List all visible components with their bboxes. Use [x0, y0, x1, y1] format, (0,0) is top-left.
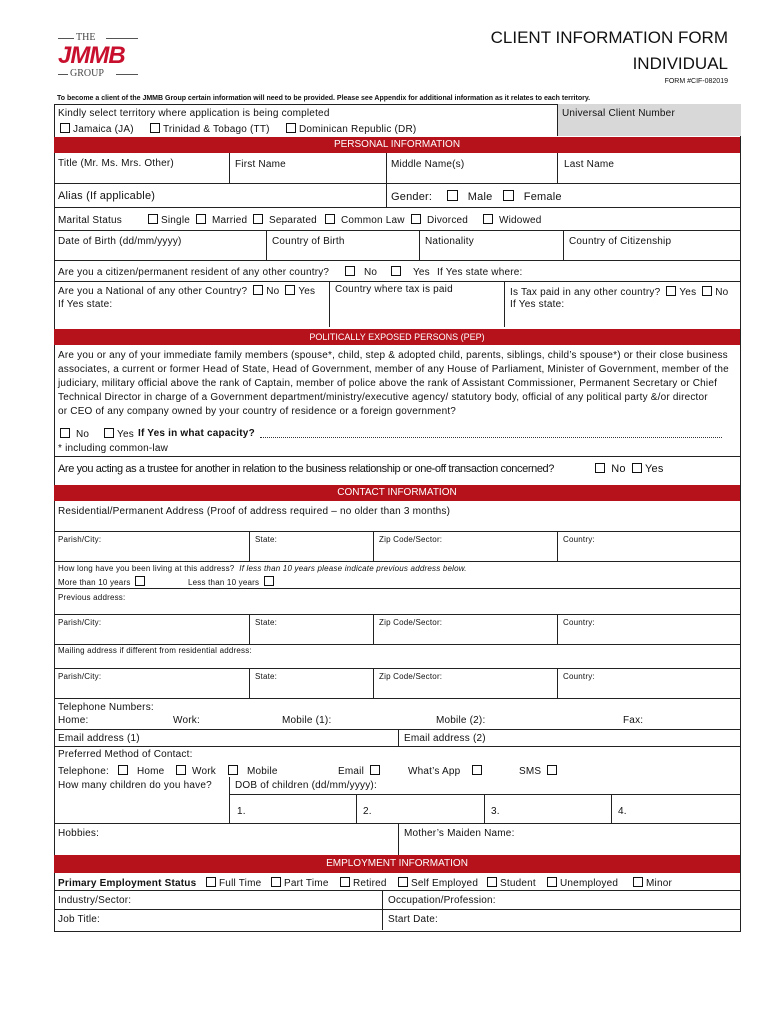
marital-widowed-label: Widowed: [498, 215, 542, 226]
residential-address-field[interactable]: Residential/Permanent Address (Proof of address required – no older than 3 months): [58, 506, 451, 517]
res-state[interactable]: State:: [255, 535, 278, 544]
form-title: CLIENT INFORMATION FORM: [490, 28, 728, 47]
national-no-label: No: [266, 286, 280, 297]
emp-full-time-label: Full Time: [219, 878, 262, 889]
gender-female-label: Female: [523, 191, 562, 203]
citizen-where[interactable]: If Yes state where:: [437, 267, 523, 278]
pep-line-3: judiciary, military official above the rank of Captain, member of police above the rank of Assistant Commissioner, Permanent Secretary or Chief: [58, 378, 718, 389]
pep-yes[interactable]: [104, 428, 134, 440]
prev-zip[interactable]: Zip Code/Sector:: [379, 618, 443, 627]
territory-dominican[interactable]: [286, 123, 416, 135]
occupation-field[interactable]: Occupation/Profession:: [388, 895, 496, 906]
pep-line-1: Are you or any of your immediate family members (spouse*, child, step & adopted child, parents, siblings, child’s spouse*) or their close business: [58, 350, 728, 361]
logo-rule-right: [106, 38, 138, 39]
citizen-question: Are you a citizen/permanent resident of any other country?: [58, 267, 330, 278]
pref-home-label: Home: [136, 766, 165, 777]
emp-retired-label: Retired: [353, 878, 387, 889]
checkbox-icon[interactable]: [60, 123, 70, 133]
gender-male-label: Male: [467, 191, 493, 203]
prev-state[interactable]: State:: [255, 618, 278, 627]
territory-trinidad-label: Trinidad & Tobago (TT): [163, 124, 270, 135]
checkbox-icon[interactable]: [472, 765, 482, 775]
tel-fax-field[interactable]: Fax:: [623, 715, 644, 726]
emp-part-time-label: Part Time: [284, 878, 329, 889]
industry-field[interactable]: Industry/Sector:: [58, 895, 132, 906]
mail-state[interactable]: State:: [255, 672, 278, 681]
national-question-label: Are you a National of any other Country?: [58, 286, 248, 297]
territory-dominican-label: Dominican Republic (DR): [299, 124, 417, 135]
pref-work-label: Work: [191, 766, 216, 777]
citizen-yes[interactable]: [391, 266, 430, 278]
gender-female[interactable]: [503, 190, 562, 203]
dob-children-label: DOB of children (dd/mm/yyyy):: [235, 780, 377, 791]
alias-field[interactable]: Alias (If applicable): [58, 190, 156, 202]
pep-capacity-label: If Yes in what capacity?: [138, 428, 255, 439]
marital-common-law-label: Common Law: [340, 215, 405, 226]
pref-home[interactable]: [118, 765, 164, 777]
logo-rule-left2: [58, 74, 68, 75]
section-employment: EMPLOYMENT INFORMATION: [54, 855, 740, 873]
emp-part-time[interactable]: [271, 877, 329, 889]
prev-country[interactable]: Country:: [563, 618, 595, 627]
checkbox-icon[interactable]: [60, 428, 70, 438]
pref-telephone-label: Telephone:: [58, 766, 109, 777]
checkbox-icon[interactable]: [370, 765, 380, 775]
how-long-label: How long have you been living at this address?: [58, 564, 235, 573]
less-than-10[interactable]: [188, 576, 277, 587]
checkbox-icon[interactable]: [633, 877, 643, 887]
emp-self-employed[interactable]: [398, 877, 478, 889]
logo-rule-right2: [116, 74, 138, 75]
tax-no-label: No: [715, 287, 729, 298]
checkbox-icon[interactable]: [547, 765, 557, 775]
marital-married-label: Married: [211, 215, 248, 226]
emp-unemployed[interactable]: [547, 877, 618, 889]
pep-yes-label: Yes: [117, 429, 134, 440]
job-title-field[interactable]: Job Title:: [58, 914, 101, 925]
national-question: [58, 285, 315, 297]
pep-capacity-field[interactable]: [260, 437, 722, 438]
res-country[interactable]: Country:: [563, 535, 595, 544]
territory-jamaica-label: Jamaica (JA): [73, 124, 134, 135]
marital-single[interactable]: [148, 214, 190, 226]
mail-parish[interactable]: Parish/City:: [58, 672, 102, 681]
marital-divorced-label: Divorced: [426, 215, 469, 226]
citizenship-field[interactable]: Country of Citizenship: [569, 236, 672, 247]
gender-male[interactable]: [447, 190, 492, 203]
form-number: FORM #CIF-082019: [664, 78, 728, 85]
section-personal: PERSONAL INFORMATION: [54, 137, 740, 153]
checkbox-icon[interactable]: [447, 190, 458, 201]
marital-label: Marital Status: [58, 215, 122, 226]
dob-field[interactable]: Date of Birth (dd/mm/yyyy): [58, 236, 182, 247]
pref-whatsapp-label: What’s App: [408, 766, 461, 777]
checkbox-icon[interactable]: [398, 877, 408, 887]
how-long-note: If less than 10 years please indicate previous address below.: [239, 564, 467, 573]
checkbox-icon[interactable]: [135, 576, 145, 586]
child-3-field[interactable]: 3.: [491, 806, 500, 817]
citizen-no[interactable]: [345, 266, 377, 278]
telephone-numbers-label: Telephone Numbers:: [58, 702, 154, 713]
checkbox-icon[interactable]: [148, 214, 158, 224]
citizen-yes-label: Yes: [412, 267, 430, 278]
territory-jamaica[interactable]: [60, 123, 134, 135]
pep-no[interactable]: [60, 428, 89, 440]
checkbox-icon[interactable]: [340, 877, 350, 887]
emp-retired[interactable]: [340, 877, 387, 889]
tel-work-field[interactable]: Work:: [173, 715, 200, 726]
marital-single-label: Single: [161, 215, 190, 226]
checkbox-icon[interactable]: [271, 877, 281, 887]
checkbox-icon[interactable]: [253, 285, 263, 295]
gender-label: Gender:: [391, 191, 433, 203]
emp-self-employed-label: Self Employed: [411, 878, 479, 889]
pref-sms-label: SMS: [519, 766, 542, 777]
pref-mobile-label: Mobile: [246, 766, 278, 777]
territory-trinidad[interactable]: [150, 123, 270, 135]
emp-student-label: Student: [500, 878, 536, 889]
mail-zip[interactable]: Zip Code/Sector:: [379, 672, 443, 681]
checkbox-icon[interactable]: [702, 286, 712, 296]
checkbox-icon[interactable]: [286, 123, 296, 133]
employment-status-label: Primary Employment Status: [58, 878, 197, 889]
last-name-field[interactable]: Last Name: [564, 159, 615, 170]
more-than-10[interactable]: [58, 576, 148, 587]
pep-line-4: Technical Director in charge of a Government department/ministry/executive agency/ statutory body, official of any political party &/or director: [58, 392, 708, 403]
start-date-field[interactable]: Start Date:: [388, 914, 438, 925]
form-border: [54, 104, 741, 932]
marital-common-law[interactable]: [325, 214, 405, 226]
pref-work[interactable]: [176, 765, 216, 777]
form-subtitle: INDIVIDUAL: [632, 54, 728, 73]
checkbox-icon[interactable]: [595, 463, 605, 473]
section-pep: POLITICALLY EXPOSED PERSONS (PEP): [54, 329, 740, 345]
checkbox-icon[interactable]: [176, 765, 186, 775]
emp-minor-label: Minor: [646, 878, 673, 889]
checkbox-icon[interactable]: [483, 214, 493, 224]
title-field[interactable]: Title (Mr. Ms. Mrs. Other): [58, 158, 174, 169]
marital-widowed[interactable]: [483, 214, 542, 226]
tel-home-field[interactable]: Home:: [58, 715, 89, 726]
checkbox-icon[interactable]: [196, 214, 206, 224]
pref-whatsapp[interactable]: [408, 765, 485, 777]
citizen-no-label: No: [363, 267, 378, 278]
checkbox-icon[interactable]: [632, 463, 642, 473]
checkbox-icon[interactable]: [325, 214, 335, 224]
emp-unemployed-label: Unemployed: [560, 878, 619, 889]
children-count-field[interactable]: How many children do you have?: [58, 780, 212, 791]
email1-field[interactable]: Email address (1): [58, 733, 140, 744]
prev-parish[interactable]: Parish/City:: [58, 618, 102, 627]
maiden-name-field[interactable]: Mother’s Maiden Name:: [404, 828, 515, 839]
nationality-field[interactable]: Nationality: [425, 236, 474, 247]
checkbox-icon[interactable]: [253, 214, 263, 224]
checkbox-icon[interactable]: [150, 123, 160, 133]
checkbox-icon[interactable]: [118, 765, 128, 775]
checkbox-icon[interactable]: [666, 286, 676, 296]
pep-line-2: associates, a current or former Head of State, Head of Government, member of any House of Parliament, Minister of Government, member of the: [58, 364, 729, 375]
hobbies-field[interactable]: Hobbies:: [58, 828, 100, 839]
trustee-no[interactable]: [595, 463, 626, 475]
tel-mobile2-field[interactable]: Mobile (2):: [436, 715, 486, 726]
mail-country[interactable]: Country:: [563, 672, 595, 681]
res-parish[interactable]: Parish/City:: [58, 535, 102, 544]
logo: [56, 32, 140, 78]
how-long-question: [58, 564, 467, 573]
trustee-yes[interactable]: [632, 463, 664, 475]
trustee-question: Are you acting as a trustee for another in relation to the business relationship or one-off transaction concerned?: [58, 463, 554, 475]
checkbox-icon[interactable]: [411, 214, 421, 224]
first-name-field[interactable]: First Name: [235, 159, 286, 170]
child-1-field[interactable]: 1.: [237, 806, 246, 817]
country-of-birth-field[interactable]: Country of Birth: [272, 236, 345, 247]
less-than-10-label: Less than 10 years: [188, 578, 260, 587]
previous-address-field[interactable]: Previous address:: [58, 593, 126, 602]
email2-field[interactable]: Email address (2): [404, 733, 486, 744]
ucn-label: Universal Client Number: [562, 108, 675, 119]
intro-text: To become a client of the JMMB Group certain information will need to be provided. Please see Appendix for additional information as it relates to each territory.: [57, 95, 591, 102]
checkbox-icon[interactable]: [206, 877, 216, 887]
marital-divorced[interactable]: [411, 214, 468, 226]
child-2-field[interactable]: 2.: [363, 806, 372, 817]
more-than-10-label: More than 10 years: [58, 578, 131, 587]
territory-label: Kindly select territory where application is being completed: [58, 108, 330, 119]
tel-mobile1-field[interactable]: Mobile (1):: [282, 715, 332, 726]
checkbox-icon[interactable]: [264, 576, 274, 586]
pep-no-label: No: [75, 429, 90, 440]
marital-separated[interactable]: [253, 214, 317, 226]
checkbox-icon[interactable]: [547, 877, 557, 887]
middle-name-field[interactable]: Middle Name(s): [391, 159, 465, 170]
preferred-contact-label: Preferred Method of Contact:: [58, 749, 193, 760]
national-yes-label: Yes: [298, 286, 316, 297]
pep-footnote: * including common-law: [58, 443, 169, 454]
tax-country-field[interactable]: Country where tax is paid: [335, 284, 453, 295]
checkbox-icon[interactable]: [503, 190, 514, 201]
checkbox-icon[interactable]: [104, 428, 114, 438]
checkbox-icon[interactable]: [487, 877, 497, 887]
res-zip[interactable]: Zip Code/Sector:: [379, 535, 443, 544]
logo-bottom-text: GROUP: [70, 68, 104, 79]
pref-mobile[interactable]: [228, 765, 278, 777]
logo-main-text: JMMB: [58, 42, 125, 69]
emp-minor[interactable]: [633, 877, 672, 889]
national-if-yes[interactable]: If Yes state:: [58, 299, 113, 310]
tax-yes-label: Yes: [679, 287, 697, 298]
pref-sms[interactable]: [519, 765, 560, 777]
tax-question: [510, 286, 728, 298]
marital-married[interactable]: [196, 214, 247, 226]
pref-email[interactable]: [338, 765, 383, 777]
pep-line-5: or CEO of any company owned by your country of residence or a foreign government?: [58, 406, 457, 417]
tax-question-label: Is Tax paid in any other country?: [510, 287, 661, 298]
checkbox-icon[interactable]: [228, 765, 238, 775]
trustee-yes-label: Yes: [645, 463, 664, 475]
checkbox-icon[interactable]: [391, 266, 401, 276]
child-4-field[interactable]: 4.: [618, 806, 627, 817]
trustee-no-label: No: [611, 463, 626, 475]
tax-if-yes[interactable]: If Yes state:: [510, 299, 565, 310]
emp-full-time[interactable]: [206, 877, 261, 889]
mailing-address-field[interactable]: Mailing address if different from residential address:: [58, 646, 252, 655]
checkbox-icon[interactable]: [345, 266, 355, 276]
pref-email-label: Email: [338, 766, 365, 777]
emp-student[interactable]: [487, 877, 536, 889]
logo-top-text: THE: [76, 32, 96, 43]
marital-separated-label: Separated: [268, 215, 317, 226]
checkbox-icon[interactable]: [285, 285, 295, 295]
section-contact: CONTACT INFORMATION: [54, 485, 740, 501]
logo-rule-left: [58, 38, 74, 39]
